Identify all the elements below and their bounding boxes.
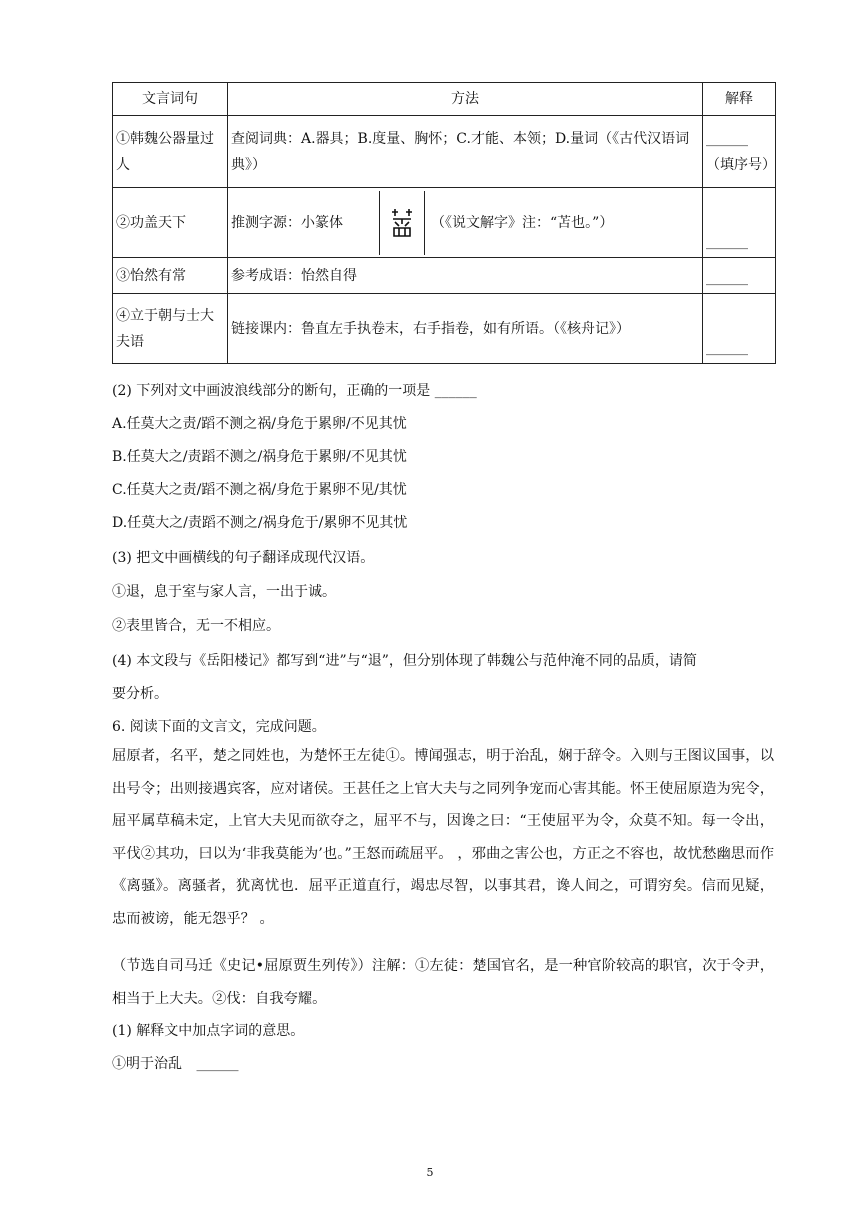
page-number: 5	[426, 1166, 434, 1179]
option-a[interactable]: A.任莫大之责/蹈不测之祸/身危于累卵/不见其忧	[112, 416, 407, 432]
table-row	[113, 258, 776, 294]
method-text: 推测字源：小篆体	[231, 214, 343, 231]
answer-blank[interactable]: ______	[706, 270, 748, 286]
answer-blank[interactable]: ______	[706, 340, 748, 356]
answer-note: （填序号）	[706, 156, 776, 173]
question-3-item: ②表里皆合，无一不相应。	[112, 618, 280, 634]
header-explanation: 解释	[703, 83, 776, 116]
method-cell: 链接课内：鲁直左手执卷末，右手指卷，如有所语。（《核舟记》）	[228, 294, 703, 364]
sub-question-1-text: ①明于治乱	[112, 1056, 182, 1072]
table-header-row	[113, 83, 776, 116]
answer-blank[interactable]: ______	[196, 1056, 239, 1072]
question-6-stem: 6. 阅读下面的文言文，完成问题。	[112, 719, 326, 735]
sub-question-1-stem: (1) 解释文中加点字词的意思。	[112, 1023, 305, 1039]
option-b[interactable]: B.任莫大之/责蹈不测之/祸身危于累卵/不见其忧	[112, 449, 407, 465]
answer-blank[interactable]: ______	[706, 234, 748, 250]
answer-cell[interactable]	[703, 294, 776, 364]
method-note: （《说文解字》注：“苫也。”）	[431, 214, 614, 231]
table-row	[113, 188, 776, 258]
question-3-item: ①退，息于室与家人言，一出于诚。	[112, 584, 336, 600]
option-c[interactable]: C.任莫大之责/蹈不测之祸/身危于累卵不见/其忧	[112, 482, 407, 498]
term-cell: ①韩魏公器量过人	[113, 116, 228, 188]
option-d[interactable]: D.任莫大之/责蹈不测之/祸身危于/累卵不见其忧	[112, 515, 408, 531]
seal-script-glyph	[379, 191, 425, 255]
method-cell: 参考成语：怡然自得	[228, 258, 703, 294]
table-row	[113, 116, 776, 188]
question-3-stem: (3) 把文中画横线的句子翻译成现代汉语。	[112, 550, 375, 566]
vocabulary-table	[112, 82, 776, 364]
method-cell: 查阅词典：A.器具；B.度量、胸怀；C.才能、本领；D.量词（《古代汉语词典》）	[228, 116, 703, 188]
table-row	[113, 294, 776, 364]
header-method: 方法	[228, 83, 703, 116]
term-cell: ②功盖天下	[113, 188, 228, 258]
header-term: 文言词句	[113, 83, 228, 116]
sub-question-1-item	[112, 1053, 238, 1075]
answer-cell[interactable]	[703, 116, 776, 188]
answer-cell[interactable]	[703, 258, 776, 294]
answer-cell[interactable]	[703, 188, 776, 258]
passage-note: （节选自司马迁《史记•屈原贾生列传》）注解：①左徒：楚国官名，是一种官阶较高的职官，次于令尹，相当于上大夫。②伐：自我夸耀。	[112, 958, 774, 1007]
answer-blank[interactable]: ______	[706, 130, 748, 147]
term-cell: ③怡然有常	[113, 258, 228, 294]
method-cell	[228, 188, 703, 258]
passage-text: 屈原者，名平，楚之同姓也，为楚怀王左徒①。博闻强志，明于治乱，娴于辞令。入则与王图议国事，以出号令；出则接遇宾客，应对诸侯。王甚任之上官大夫与之同列争宠而心害其能。怀王使屈原造为宪令，屈平属草稿未定，上官大夫见而欲夺之，屈平不与，因谗之曰：“王使屈平为令，众莫不知。每一令出，平伐②其功，曰以为‘非我莫能为’也。”王怒而疏屈平。 ，邪曲之害公也，方正之不容也，故忧愁幽思而作《离骚》。离骚者，犹离忧也．屈平正道直行，竭忠尽智，以事其君，谗人间之，可谓穷矣。信而见疑，忠而被谤，能无怨乎？ 。	[112, 748, 774, 927]
question-4-line1: (4) 本文段与《岳阳楼记》都写到“进”与“退”，但分别体现了韩魏公与范仲淹不同的品质，请简	[112, 653, 697, 669]
question-2-stem: (2) 下列对文中画波浪线部分的断句，正确的一项是 ______	[112, 383, 477, 399]
question-4-line2: 要分析。	[112, 686, 168, 702]
seal-script-icon	[389, 208, 415, 238]
term-cell: ④立于朝与士大夫语	[113, 294, 228, 364]
